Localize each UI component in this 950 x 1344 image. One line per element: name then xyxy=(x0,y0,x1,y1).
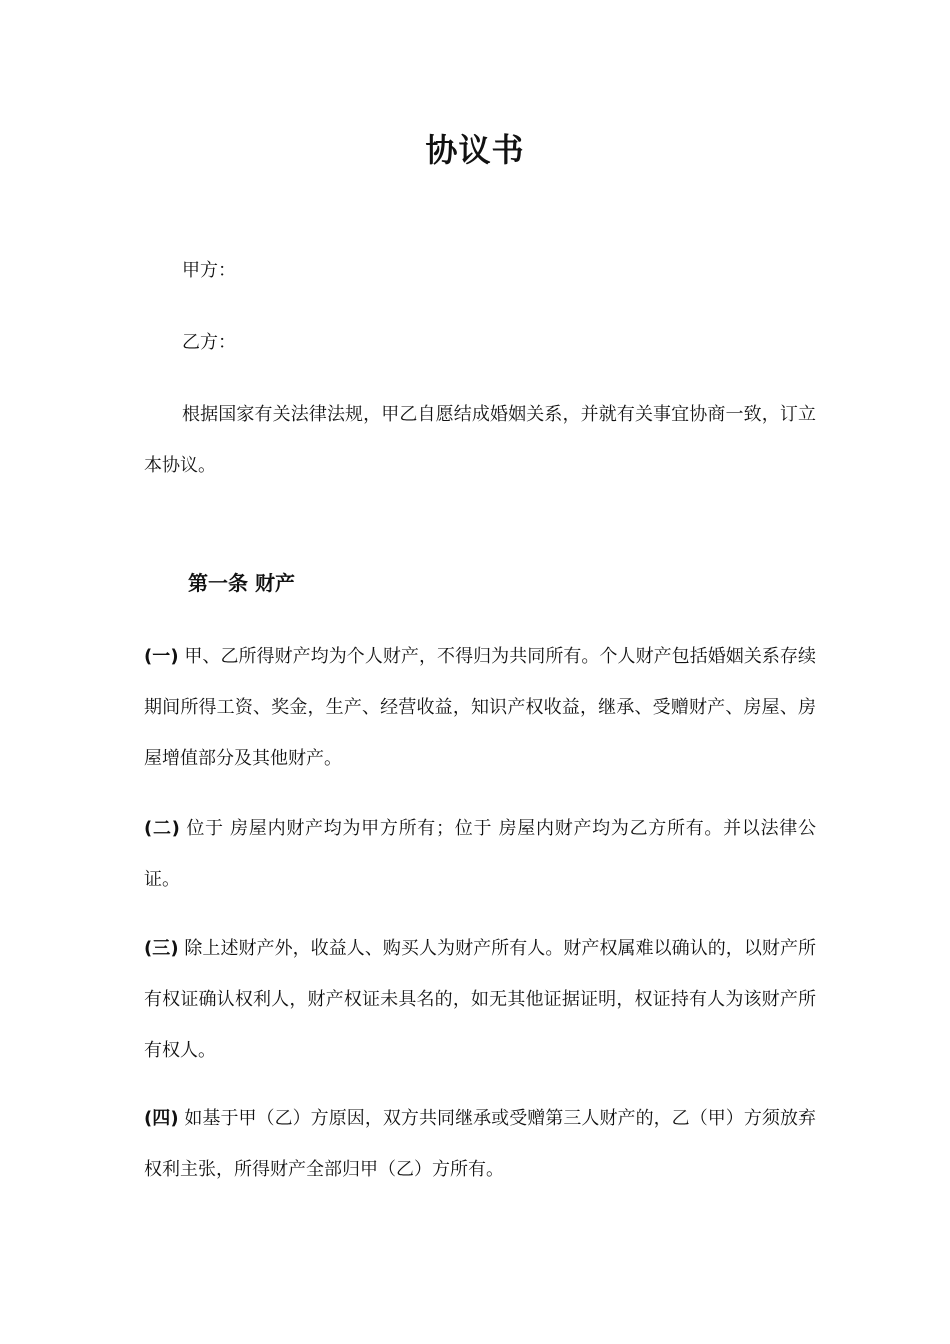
clause-3 xyxy=(144,923,816,1076)
clause-1-number: (一) xyxy=(144,646,179,667)
clause-2-text: 位于 房屋内财产均为甲方所有；位于 房屋内财产均为乙方所有。并以法律公证。 xyxy=(144,818,816,890)
party-b-label: 乙方： xyxy=(182,332,236,353)
clause-4 xyxy=(144,1093,816,1195)
intro-paragraph: 根据国家有关法律法规，甲乙自愿结成婚姻关系，并就有关事宜协商一致，订立本协议。 xyxy=(144,404,816,476)
party-a-label: 甲方： xyxy=(182,260,236,281)
clause-2 xyxy=(144,803,816,905)
document-title: 协议书 xyxy=(425,131,525,169)
clause-2-number: (二) xyxy=(144,818,180,839)
clause-3-text: 除上述财产外，收益人、购买人为财产所有人。财产权属难以确认的，以财产所有权证确认权利人，财产权证未具名的，如无其他证据证明，权证持有人为该财产所有权人。 xyxy=(144,938,817,1061)
clause-3-number: (三) xyxy=(144,938,179,959)
article-1-heading: 第一条 财产 xyxy=(188,571,295,595)
clause-1 xyxy=(144,631,816,784)
clause-1-text: 甲、乙所得财产均为个人财产，不得归为共同所有。个人财产包括婚姻关系存续期间所得工资、奖金，生产、经营收益，知识产权收益，继承、受赠财产、房屋、房屋增值部分及其他财产。 xyxy=(144,646,817,769)
clause-4-text: 如基于甲（乙）方原因，双方共同继承或受赠第三人财产的，乙（甲）方须放弃权利主张，所得财产全部归甲（乙）方所有。 xyxy=(144,1108,817,1180)
clause-4-number: (四) xyxy=(144,1108,179,1129)
